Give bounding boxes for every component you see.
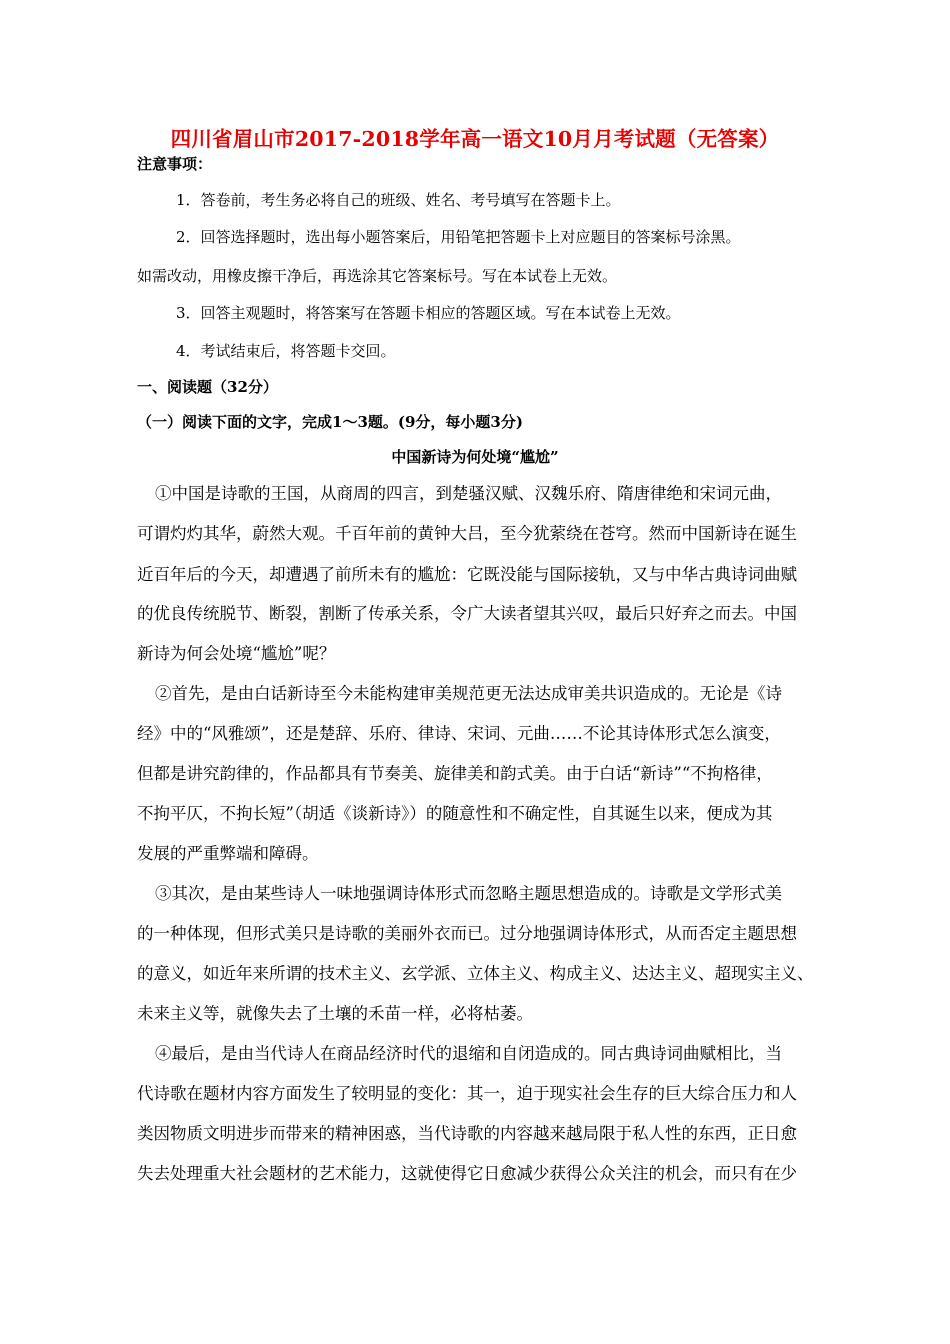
article-title: 中国新诗为何处境“尴尬” <box>391 448 559 466</box>
article-line: ②首先，是由白话新诗至今未能构建审美规范更无法达成审美共识造成的。无论是《诗 <box>155 684 782 703</box>
notice-item: 3．回答主观题时，将答案写在答题卡相应的答题区域。写在本试卷上无效。 <box>176 304 681 322</box>
article-line: ①中国是诗歌的王国，从商周的四言，到楚骚汉赋、汉魏乐府、隋唐律绝和宋词元曲， <box>155 484 782 503</box>
section-heading: 一、阅读题（32分） <box>137 378 278 396</box>
article-line: 经》中的“风雅颂”，还是楚辞、乐府、律诗、宋词、元曲……不论其诗体形式怎么演变， <box>137 724 781 743</box>
notice-item: 2．回答选择题时，选出每小题答案后，用铅笔把答题卡上对应题目的答案标号涂黑。 <box>176 228 741 246</box>
notice-heading: 注意事项： <box>137 155 213 173</box>
notice-item: 如需改动，用橡皮擦干净后，再选涂其它答案标号。写在本试卷上无效。 <box>137 267 618 285</box>
article-line: 失去处理重大社会题材的艺术能力，这就使得它日愈减少获得公众关注的机会，而只有在少 <box>137 1164 797 1183</box>
article-line: 发展的严重弊端和障碍。 <box>137 844 319 863</box>
article-line: 的优良传统脱节、断裂，割断了传承关系，令广大读者望其兴叹，最后只好弃之而去。中国 <box>137 604 797 623</box>
article-line: 新诗为何会处境“尴尬”呢？ <box>137 644 336 663</box>
notice-item: 1．答卷前，考生务必将自己的班级、姓名、考号填写在答题卡上。 <box>176 191 621 209</box>
sub-section-heading: （一）阅读下面的文字，完成1～3题。(9分，每小题3分) <box>137 413 523 431</box>
article-line: 的意义，如近年来所谓的技术主义、玄学派、立体主义、构成主义、达达主义、超现实主义、 <box>137 964 814 983</box>
article-line: 未来主义等，就像失去了土壤的禾苗一样，必将枯萎。 <box>137 1004 533 1023</box>
article-line: 不拘平仄，不拘长短”（胡适《谈新诗》）的随意性和不确定性，自其诞生以来，便成为其 <box>137 804 773 823</box>
article-line: 类因物质文明进步而带来的精神困惑，当代诗歌的内容越来越局限于私人性的东西，正日愈 <box>137 1124 797 1143</box>
article-line: 近百年后的今天，却遭遇了前所未有的尴尬：它既没能与国际接轨，又与中华古典诗词曲赋 <box>137 565 797 584</box>
exam-title: 四川省眉山市2017-2018学年高一语文10月月考试题（无答案） <box>170 127 780 151</box>
article-line: ④最后，是由当代诗人在商品经济时代的退缩和自闭造成的。同古典诗词曲赋相比，当 <box>155 1044 782 1063</box>
notice-item: 4．考试结束后，将答题卡交回。 <box>176 342 396 360</box>
article-line: 可谓灼灼其华，蔚然大观。千百年前的黄钟大吕，至今犹萦绕在苍穹。然而中国新诗在诞生 <box>137 524 797 543</box>
article-line: ③其次，是由某些诗人一味地强调诗体形式而忽略主题思想造成的。诗歌是文学形式美 <box>155 884 782 903</box>
article-line: 代诗歌在题材内容方面发生了较明显的变化：其一，迫于现实社会生存的巨大综合压力和人 <box>137 1084 797 1103</box>
article-line: 的一种体现，但形式美只是诗歌的美丽外衣而已。过分地强调诗体形式，从而否定主题思想 <box>137 924 797 943</box>
article-line: 但都是讲究韵律的，作品都具有节奏美、旋律美和韵式美。由于白话“新诗”“不拘格律， <box>137 764 773 783</box>
